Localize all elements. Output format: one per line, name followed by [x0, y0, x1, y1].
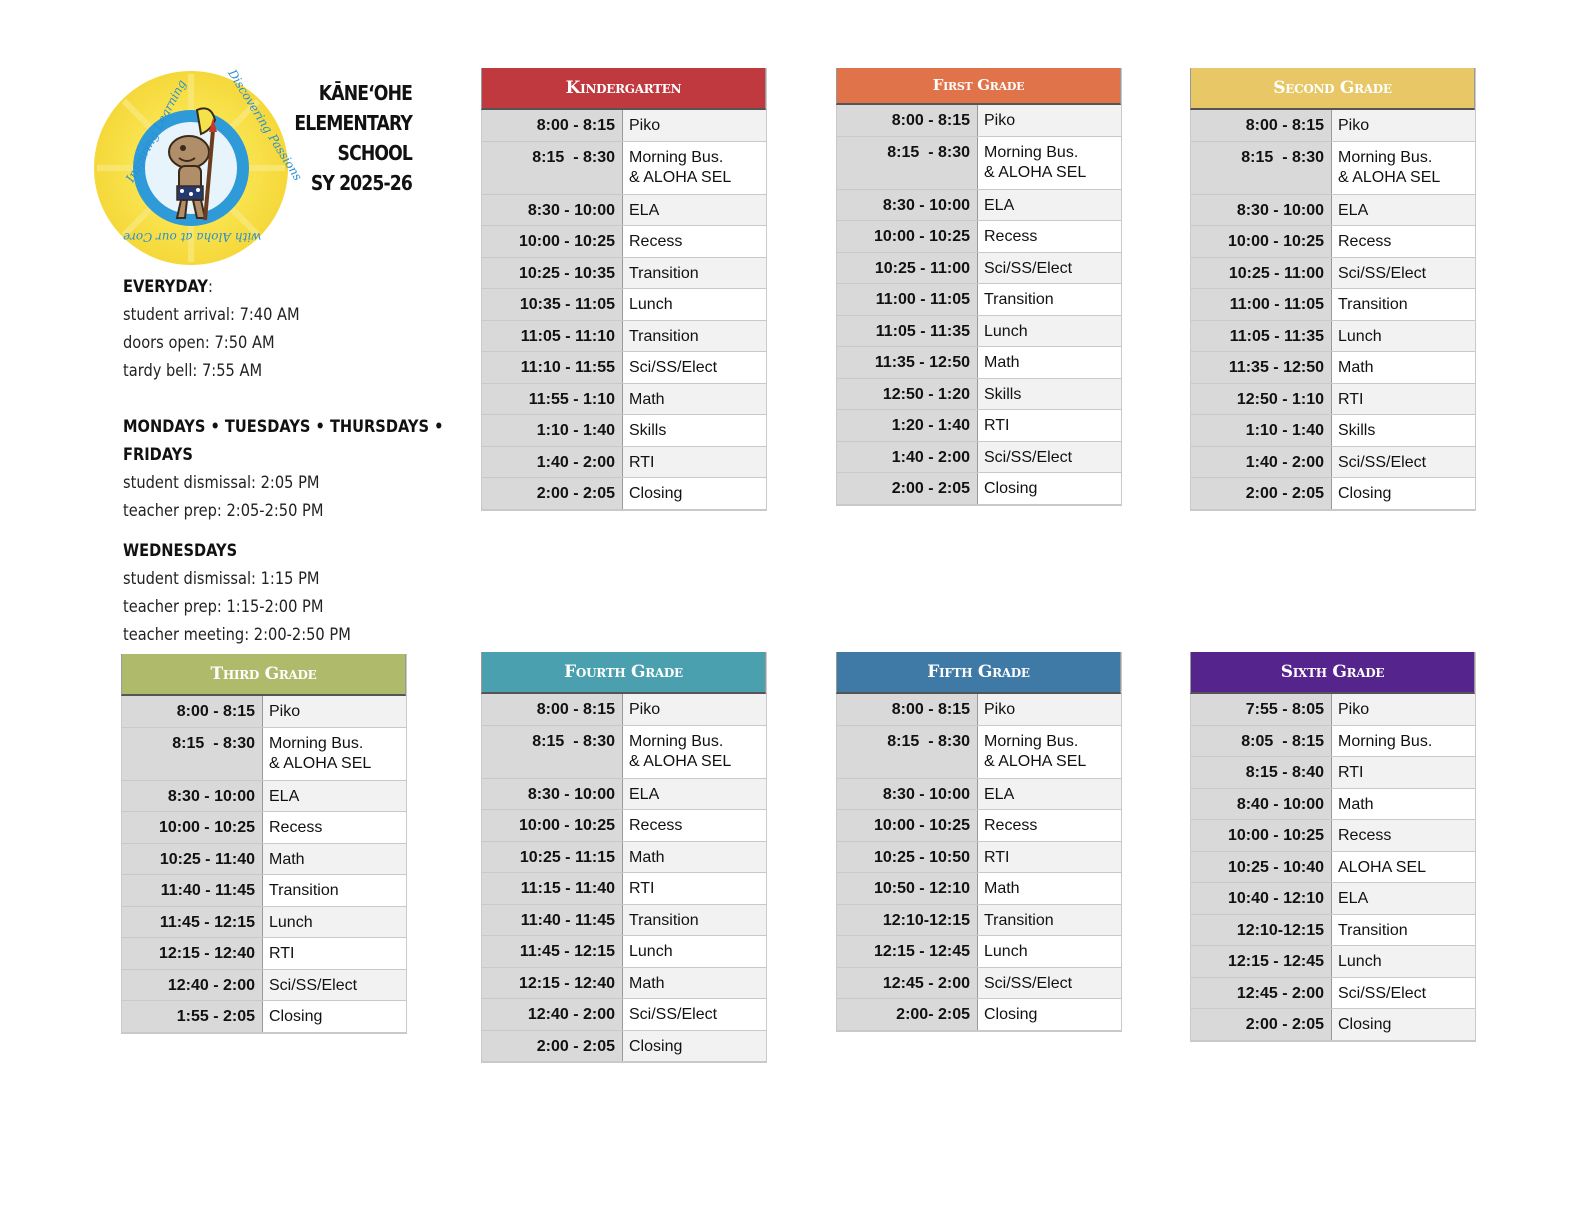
time-cell: 2:00- 2:05 [837, 999, 978, 1030]
time-cell: 8:30 - 10:00 [837, 779, 978, 810]
activity-cell: Recess [623, 810, 766, 841]
schedule-header: Fifth Grade [836, 652, 1121, 694]
schedule-row [1190, 726, 1475, 758]
schedule-row [1190, 915, 1475, 947]
everyday-info: EVERYDAY: student arrival: 7:40 AM doors open: 7:50 AM tardy bell: 7:55 AM [123, 273, 415, 385]
activity-cell: Math [623, 384, 766, 415]
logo-text-left: Inspiring Learning [123, 77, 189, 185]
schedule-row [1190, 352, 1475, 384]
schedule-row [836, 190, 1121, 222]
time-cell: 8:00 - 8:15 [1191, 110, 1332, 141]
time-cell: 8:30 - 10:00 [482, 779, 623, 810]
schedule-row [836, 105, 1121, 137]
time-cell: 8:00 - 8:15 [837, 694, 978, 725]
activity-cell: RTI [978, 410, 1121, 441]
schedule-row [836, 410, 1121, 442]
schedule-row [836, 316, 1121, 348]
schedule-row [481, 873, 766, 905]
activity-cell: Closing [623, 478, 766, 509]
schedule-row [481, 478, 766, 510]
schedule-row [836, 999, 1121, 1031]
time-cell: 8:15 - 8:30 [837, 137, 978, 189]
schedule-row [836, 473, 1121, 505]
activity-cell: Morning Bus. & ALOHA SEL [623, 726, 766, 778]
activity-cell: Lunch [1332, 321, 1475, 352]
activity-cell: Recess [978, 810, 1121, 841]
activity-cell: Sci/SS/Elect [1332, 258, 1475, 289]
time-cell: 10:00 - 10:25 [1191, 226, 1332, 257]
schedule-header: Kindergarten [481, 68, 766, 110]
time-cell: 10:25 - 10:35 [482, 258, 623, 289]
info-line: teacher meeting: 2:00-2:50 PM [123, 625, 351, 645]
activity-cell: Skills [978, 379, 1121, 410]
schedule-row [481, 726, 766, 779]
schedule-row [1190, 258, 1475, 290]
activity-cell: Skills [1332, 415, 1475, 446]
schedule-row [1190, 384, 1475, 416]
schedule-rows [1190, 694, 1475, 1041]
info-line: teacher prep: 1:15-2:00 PM [123, 597, 324, 617]
activity-cell: RTI [623, 447, 766, 478]
schedule-row [481, 999, 766, 1031]
schedule-row [481, 321, 766, 353]
time-cell: 8:30 - 10:00 [482, 195, 623, 226]
activity-cell: Math [978, 347, 1121, 378]
activity-cell: Skills [623, 415, 766, 446]
schedule-rows [481, 694, 766, 1062]
activity-cell: Piko [978, 694, 1121, 725]
title-line: SY 2025-26 [310, 171, 412, 195]
schedule-row [836, 779, 1121, 811]
time-cell: 8:00 - 8:15 [482, 110, 623, 141]
activity-cell: Piko [1332, 110, 1475, 141]
time-cell: 2:00 - 2:05 [1191, 478, 1332, 509]
time-cell: 11:05 - 11:35 [837, 316, 978, 347]
time-cell: 1:40 - 2:00 [837, 442, 978, 473]
activity-cell: Morning Bus. & ALOHA SEL [1332, 142, 1475, 194]
schedule-row [481, 352, 766, 384]
info-line: student dismissal: 1:15 PM [123, 569, 320, 589]
activity-cell: ALOHA SEL [1332, 852, 1475, 883]
schedule-row [481, 258, 766, 290]
time-cell: 12:45 - 2:00 [1191, 978, 1332, 1009]
activity-cell: Math [623, 842, 766, 873]
schedule-rows [836, 105, 1121, 505]
schedule-row [1190, 789, 1475, 821]
schedule-row [1190, 447, 1475, 479]
time-cell: 10:25 - 11:40 [122, 844, 263, 875]
time-cell: 10:25 - 11:15 [482, 842, 623, 873]
activity-cell: Closing [623, 1031, 766, 1062]
schedule-rows [121, 696, 406, 1033]
time-cell: 2:00 - 2:05 [1191, 1009, 1332, 1040]
time-cell: 10:25 - 10:40 [1191, 852, 1332, 883]
activity-cell: Recess [263, 812, 406, 843]
activity-cell: Closing [978, 999, 1121, 1030]
schedule-row [1190, 946, 1475, 978]
time-cell: 11:40 - 11:45 [122, 875, 263, 906]
schedule-row [481, 936, 766, 968]
schedule-row [121, 696, 406, 728]
time-cell: 12:40 - 2:00 [482, 999, 623, 1030]
activity-cell: Math [1332, 352, 1475, 383]
time-cell: 11:00 - 11:05 [837, 284, 978, 315]
schedule-row [481, 110, 766, 142]
schedule-second-grade [1190, 68, 1476, 511]
logo-text-bottom: with Aloha at our Core [123, 230, 262, 244]
schedule-row [121, 970, 406, 1002]
schedule-row [836, 442, 1121, 474]
schedule-row [481, 1031, 766, 1063]
activity-cell: Piko [623, 110, 766, 141]
activity-cell: Sci/SS/Elect [623, 352, 766, 383]
schedule-rows [481, 110, 766, 510]
schedule-row [481, 842, 766, 874]
time-cell: 10:00 - 10:25 [482, 226, 623, 257]
school-title [288, 78, 412, 198]
time-cell: 8:00 - 8:15 [837, 105, 978, 136]
activity-cell: Transition [1332, 289, 1475, 320]
activity-cell: Transition [978, 905, 1121, 936]
schedule-row [1190, 289, 1475, 321]
info-line: doors open: 7:50 AM [123, 333, 275, 353]
time-cell: 10:00 - 10:25 [122, 812, 263, 843]
activity-cell: RTI [978, 842, 1121, 873]
activity-cell: Morning Bus. & ALOHA SEL [978, 726, 1121, 778]
time-cell: 8:15 - 8:30 [1191, 142, 1332, 194]
schedule-row [121, 728, 406, 781]
logo-ring-text [93, 66, 306, 266]
activity-cell: RTI [1332, 384, 1475, 415]
activity-cell: ELA [1332, 883, 1475, 914]
time-cell: 8:30 - 10:00 [837, 190, 978, 221]
activity-cell: RTI [263, 938, 406, 969]
logo-text-right: Discovering Passions [225, 66, 306, 184]
schedule-row [1190, 415, 1475, 447]
time-cell: 10:00 - 10:25 [837, 810, 978, 841]
schedule-row [1190, 478, 1475, 510]
activity-cell: ELA [263, 781, 406, 812]
school-logo [93, 66, 306, 266]
time-cell: 11:45 - 12:15 [482, 936, 623, 967]
activity-cell: RTI [1332, 757, 1475, 788]
schedule-header: Sixth Grade [1190, 652, 1475, 694]
time-cell: 11:00 - 11:05 [1191, 289, 1332, 320]
schedule-row [1190, 694, 1475, 726]
schedule-row [481, 694, 766, 726]
mtthf-heading: FRIDAYS [123, 445, 193, 465]
schedule-row [1190, 757, 1475, 789]
schedule-row [836, 968, 1121, 1000]
schedule-row [836, 253, 1121, 285]
time-cell: 8:40 - 10:00 [1191, 789, 1332, 820]
schedule-row [1190, 883, 1475, 915]
schedule-row [121, 907, 406, 939]
activity-cell: Lunch [1332, 946, 1475, 977]
time-cell: 8:30 - 10:00 [122, 781, 263, 812]
time-cell: 10:25 - 11:00 [837, 253, 978, 284]
schedule-row [481, 810, 766, 842]
time-cell: 12:45 - 2:00 [837, 968, 978, 999]
time-cell: 1:40 - 2:00 [1191, 447, 1332, 478]
activity-cell: Sci/SS/Elect [1332, 978, 1475, 1009]
schedule-fifth-grade [836, 652, 1122, 1032]
time-cell: 7:55 - 8:05 [1191, 694, 1332, 725]
time-cell: 10:40 - 12:10 [1191, 883, 1332, 914]
schedule-row [1190, 142, 1475, 195]
schedule-rows [836, 694, 1121, 1031]
activity-cell: Transition [623, 905, 766, 936]
schedule-row [836, 810, 1121, 842]
schedule-row [481, 289, 766, 321]
time-cell: 11:05 - 11:35 [1191, 321, 1332, 352]
schedule-fourth-grade [481, 652, 767, 1063]
activity-cell: Recess [978, 221, 1121, 252]
activity-cell: ELA [978, 779, 1121, 810]
activity-cell: Recess [623, 226, 766, 257]
wednesdays-heading: WEDNESDAYS [123, 541, 238, 561]
schedule-row [836, 347, 1121, 379]
activity-cell: Morning Bus. & ALOHA SEL [978, 137, 1121, 189]
activity-cell: RTI [623, 873, 766, 904]
activity-cell: Lunch [263, 907, 406, 938]
activity-cell: Transition [623, 321, 766, 352]
time-cell: 8:00 - 8:15 [122, 696, 263, 727]
schedule-row [121, 1001, 406, 1033]
activity-cell: Lunch [623, 289, 766, 320]
schedule-row [1190, 226, 1475, 258]
activity-cell: ELA [978, 190, 1121, 221]
schedule-row [836, 694, 1121, 726]
activity-cell: Piko [1332, 694, 1475, 725]
time-cell: 10:35 - 11:05 [482, 289, 623, 320]
time-cell: 11:10 - 11:55 [482, 352, 623, 383]
schedule-row [481, 142, 766, 195]
activity-cell: Math [1332, 789, 1475, 820]
schedule-kindergarten [481, 68, 767, 511]
schedule-row [1190, 978, 1475, 1010]
time-cell: 11:45 - 12:15 [122, 907, 263, 938]
time-cell: 10:00 - 10:25 [482, 810, 623, 841]
time-cell: 12:15 - 12:45 [1191, 946, 1332, 977]
schedule-row [481, 384, 766, 416]
activity-cell: Lunch [978, 936, 1121, 967]
activity-cell: ELA [1332, 195, 1475, 226]
schedule-row [121, 875, 406, 907]
activity-cell: Sci/SS/Elect [623, 999, 766, 1030]
schedule-row [836, 221, 1121, 253]
time-cell: 8:15 - 8:30 [122, 728, 263, 780]
time-cell: 2:00 - 2:05 [837, 473, 978, 504]
activity-cell: Sci/SS/Elect [1332, 447, 1475, 478]
activity-cell: Recess [1332, 226, 1475, 257]
schedule-row [836, 936, 1121, 968]
schedule-row [1190, 195, 1475, 227]
time-cell: 11:35 - 12:50 [1191, 352, 1332, 383]
time-cell: 11:15 - 11:40 [482, 873, 623, 904]
time-cell: 2:00 - 2:05 [482, 478, 623, 509]
mtthf-info [123, 413, 444, 525]
title-line: SCHOOL [337, 141, 412, 165]
time-cell: 12:50 - 1:20 [837, 379, 978, 410]
mtthf-heading: MONDAYS • TUESDAYS • THURSDAYS • [123, 417, 444, 437]
schedule-row [121, 781, 406, 813]
activity-cell: Transition [1332, 915, 1475, 946]
time-cell: 11:35 - 12:50 [837, 347, 978, 378]
time-cell: 12:10-12:15 [1191, 915, 1332, 946]
schedule-row [121, 844, 406, 876]
schedule-row [481, 226, 766, 258]
activity-cell: Closing [263, 1001, 406, 1032]
wednesdays-info [123, 537, 415, 649]
schedule-row [836, 379, 1121, 411]
time-cell: 11:40 - 11:45 [482, 905, 623, 936]
schedule-row [836, 873, 1121, 905]
time-cell: 8:15 - 8:40 [1191, 757, 1332, 788]
time-cell: 1:10 - 1:40 [1191, 415, 1332, 446]
time-cell: 12:15 - 12:45 [837, 936, 978, 967]
info-line: student dismissal: 2:05 PM [123, 473, 320, 493]
time-cell: 12:40 - 2:00 [122, 970, 263, 1001]
schedule-row [481, 968, 766, 1000]
schedule-row [836, 905, 1121, 937]
schedule-row [481, 447, 766, 479]
activity-cell: Sci/SS/Elect [978, 253, 1121, 284]
time-cell: 2:00 - 2:05 [482, 1031, 623, 1062]
activity-cell: Closing [1332, 1009, 1475, 1040]
title-line: ELEMENTARY [294, 111, 412, 135]
time-cell: 10:00 - 10:25 [837, 221, 978, 252]
schedule-row [836, 284, 1121, 316]
everyday-heading: EVERYDAY [123, 277, 208, 297]
schedule-row [481, 905, 766, 937]
activity-cell: Sci/SS/Elect [978, 442, 1121, 473]
time-cell: 10:50 - 12:10 [837, 873, 978, 904]
schedule-header: Fourth Grade [481, 652, 766, 694]
time-cell: 8:15 - 8:30 [837, 726, 978, 778]
activity-cell: ELA [623, 779, 766, 810]
activity-cell: Lunch [978, 316, 1121, 347]
schedule-row [121, 812, 406, 844]
time-cell: 1:10 - 1:40 [482, 415, 623, 446]
schedule-row [481, 415, 766, 447]
activity-cell: Recess [1332, 820, 1475, 851]
activity-cell: Closing [978, 473, 1121, 504]
activity-cell: Piko [978, 105, 1121, 136]
activity-cell: Lunch [623, 936, 766, 967]
time-cell: 8:15 - 8:30 [482, 726, 623, 778]
activity-cell: Sci/SS/Elect [263, 970, 406, 1001]
time-cell: 1:20 - 1:40 [837, 410, 978, 441]
schedule-sixth-grade [1190, 652, 1476, 1042]
time-cell: 12:15 - 12:40 [482, 968, 623, 999]
schedule-first-grade [836, 68, 1122, 506]
activity-cell: Transition [623, 258, 766, 289]
activity-cell: Morning Bus. & ALOHA SEL [623, 142, 766, 194]
activity-cell: Math [978, 873, 1121, 904]
activity-cell: Piko [263, 696, 406, 727]
schedule-row [836, 137, 1121, 190]
activity-cell: Math [263, 844, 406, 875]
activity-cell: Transition [263, 875, 406, 906]
schedule-row [1190, 852, 1475, 884]
time-cell: 11:05 - 11:10 [482, 321, 623, 352]
time-cell: 8:00 - 8:15 [482, 694, 623, 725]
schedule-row [481, 195, 766, 227]
time-cell: 12:50 - 1:10 [1191, 384, 1332, 415]
activity-cell: Transition [978, 284, 1121, 315]
schedule-header: First Grade [836, 68, 1121, 105]
activity-cell: Closing [1332, 478, 1475, 509]
time-cell: 12:15 - 12:40 [122, 938, 263, 969]
schedule-third-grade [121, 654, 407, 1034]
time-cell: 8:30 - 10:00 [1191, 195, 1332, 226]
time-cell: 8:15 - 8:30 [482, 142, 623, 194]
schedule-row [481, 779, 766, 811]
time-cell: 11:55 - 1:10 [482, 384, 623, 415]
activity-cell: Morning Bus. [1332, 726, 1475, 757]
time-cell: 10:25 - 11:00 [1191, 258, 1332, 289]
title-line: KĀNE‘OHE [318, 81, 412, 105]
activity-cell: ELA [623, 195, 766, 226]
schedule-row [121, 938, 406, 970]
time-cell: 8:05 - 8:15 [1191, 726, 1332, 757]
time-cell: 1:55 - 2:05 [122, 1001, 263, 1032]
activity-cell: Morning Bus. & ALOHA SEL [263, 728, 406, 780]
schedule-row [1190, 321, 1475, 353]
info-line: teacher prep: 2:05-2:50 PM [123, 501, 324, 521]
schedule-row [836, 726, 1121, 779]
schedule-header: Second Grade [1190, 68, 1475, 110]
activity-cell: Piko [623, 694, 766, 725]
info-line: student arrival: 7:40 AM [123, 305, 300, 325]
schedule-header: Third Grade [121, 654, 406, 696]
schedule-row [836, 842, 1121, 874]
time-cell: 12:10-12:15 [837, 905, 978, 936]
schedule-row [1190, 1009, 1475, 1041]
activity-cell: Sci/SS/Elect [978, 968, 1121, 999]
time-cell: 10:25 - 10:50 [837, 842, 978, 873]
schedule-rows [1190, 110, 1475, 510]
schedule-row [1190, 110, 1475, 142]
time-cell: 10:00 - 10:25 [1191, 820, 1332, 851]
time-cell: 1:40 - 2:00 [482, 447, 623, 478]
schedule-row [1190, 820, 1475, 852]
activity-cell: Math [623, 968, 766, 999]
info-line: tardy bell: 7:55 AM [123, 361, 263, 381]
